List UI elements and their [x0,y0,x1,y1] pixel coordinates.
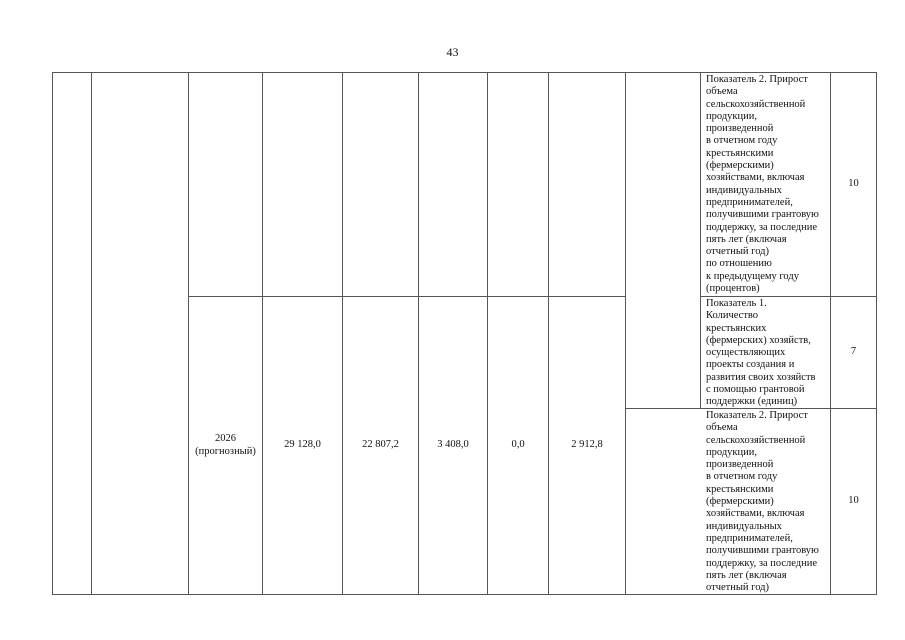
col-border-1 [91,72,92,595]
value-cell-d: 0,0 [511,439,525,451]
col-border-11 [876,72,877,595]
indicator-2-label-2026: Показатель 2. Прирост объема сельскохозяйственной продукции, произведенной в отчетном году крестьянскими (фермерскими) хозяйствами, включая индивидуальных предпринимателей, получившими грантовую поддержку, за последние пять лет (включая отчетный год) [706,410,819,594]
page-number: 43 [446,45,459,59]
indicator-2-label-top: Показатель 2. Прирост объема сельскохозяйственной продукции, произведенной в отчетном году крестьянскими (фермерскими) хозяйствами, включая индивидуальных предпринимателей, получившими грантовую поддержку, за последние пять лет (включая отчетный год) по отношению к предыдущему году (процентов) [706,74,819,295]
year-cell: 2026 (прогнозный) [195,433,256,457]
col-border-0 [52,72,53,595]
value-cell-e: 2 912,8 [571,439,603,451]
indicator-2-value-2026: 10 [848,495,859,507]
value-cell-c: 3 408,0 [437,439,469,451]
col-border-8 [625,72,626,595]
indicator-1-value: 7 [850,346,857,358]
total-cell: 29 128,0 [284,439,321,451]
table-top-border [52,72,877,73]
value-cell-b: 22 807,2 [362,439,399,451]
col-border-9 [700,72,701,408]
indicator-2-value-top: 10 [848,178,859,190]
indicator-1-label: Показатель 1. Количество крестьянских (фермерских) хозяйств, осуществляющих проекты создания и развития своих хозяйств с помощью грантовой поддержки (единиц) [706,298,816,408]
